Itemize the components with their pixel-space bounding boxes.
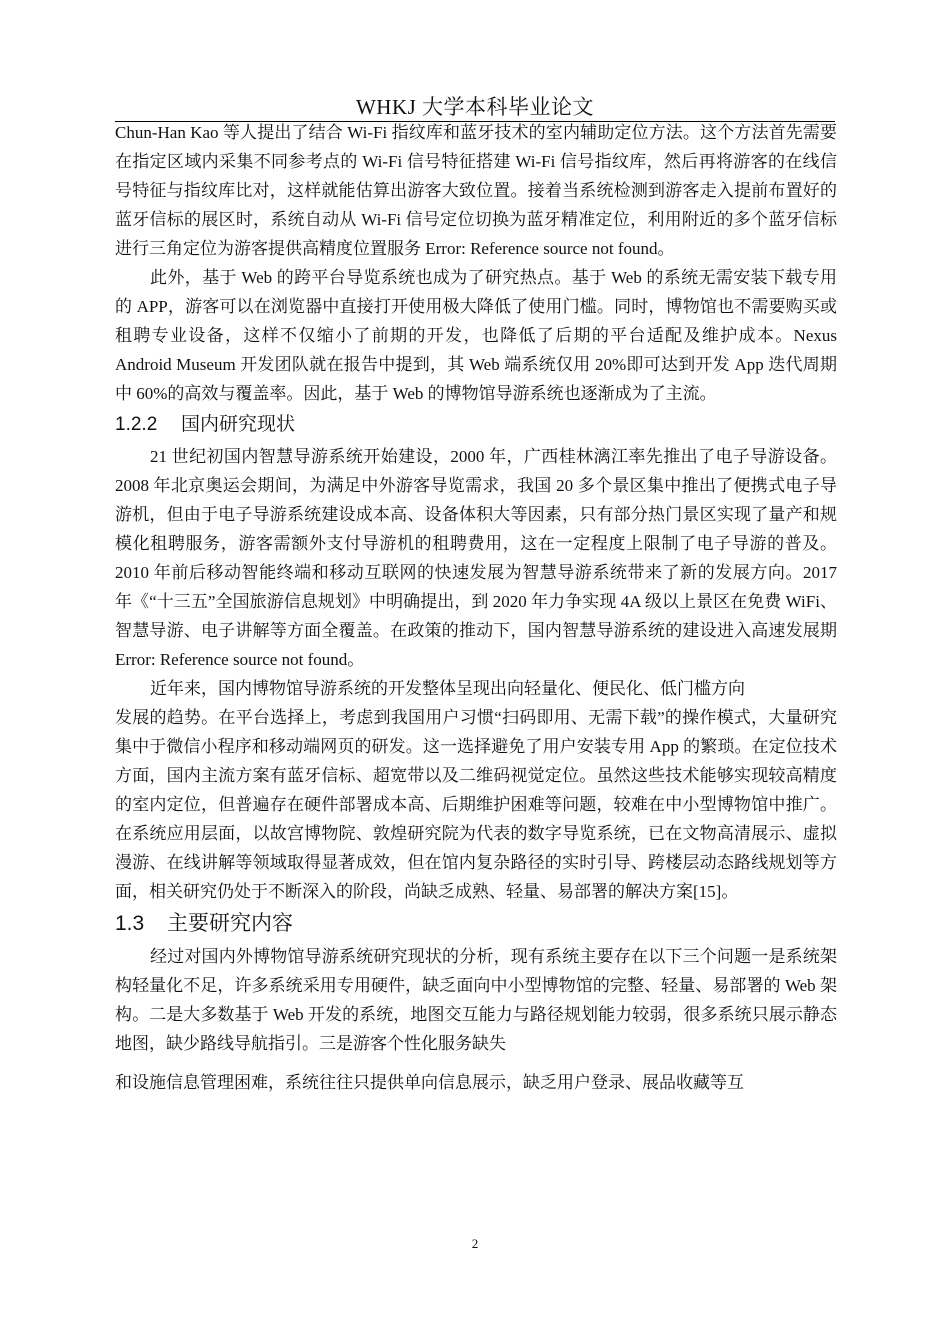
paragraph-recent-trend: 发展的趋势。在平台选择上，考虑到我国用户习惯“扫码即用、无需下载”的操作模式，大量研究集中于微信小程序和移动端网页的研发。这一选择避免了用户安装专用 App 的繁琐。在定位技术方面，国内主流方案有蓝牙信标、超宽带以及二维码视觉定位。虽然这些技术能够实现较高精度的室内定位，但普遍存在硬件部署成本高、后期维护困难等问题，较难在中小型博物馆中推广。在系统应用层面，以故宫博物院、敦煌研究院为代表的数字导览系统，已在文物高清展示、虚拟漫游、在线讲解等领域取得显著成效，但在馆内复杂路径的实时引导、跨楼层动态路线规划等方面，相关研究仍处于不断深入的阶段，尚缺乏成熟、轻量、易部署的解决方案[15]。 [115,708,837,901]
section-title: 主要研究内容 [167,912,293,935]
paragraph-problems: 经过对国内外博物馆导游系统研究现状的分析，现有系统主要存在以下三个问题一是系统架构轻量化不足，许多系统采用专用硬件，缺乏面向中小型博物馆的完整、轻量、易部署的 Web 架构。二是大多数基于 Web 开发的系统，地图交互能力与路径规划能力较弱，很多系统只展示静态地图，缺少路线导航指引。三是游客个性化服务缺失 [115,947,837,1053]
body-text [115,118,837,1097]
page-number: 2 [471,1236,479,1251]
paragraph-web-platform: 此外，基于 Web 的跨平台导览系统也成为了研究热点。基于 Web 的系统无需安装下载专用的 APP，游客可以在浏览器中直接打开使用极大降低了使用门槛。同时，博物馆也不需要购买或租聘专业设备，这样不仅缩小了前期的开发，也降低了后期的平台适配及维护成本。Nexus Android Museum 开发团队就在报告中提到，其 Web 端系统仅用 20%即可达到开发 App 迭代周期中 60%的高效与覆盖率。因此，基于 Web 的博物馆导游系统也逐渐成为了主流。 [115,268,837,403]
section-heading-1-2-2 [115,408,837,442]
section-heading-1-3 [115,906,837,942]
section-number: 1.3 [115,912,145,935]
paragraph-domestic-history: 21 世纪初国内智慧导游系统开始建设，2000 年，广西桂林漓江率先推出了电子导游设备。2008 年北京奥运会期间，为满足中外游客导览需求，我国 20 多个景区集中推出了便携式电子导游机，但由于电子导游系统建设成本高、设备体积大等因素，只有部分热门景区实现了量产和规模化租聘服务，游客需额外支付导游机的租聘费用，这在一定程度上限制了电子导游的普及。2010 年前后移动智能终端和移动互联网的快速发展为智慧导游系统带来了新的发展方向。2017 年《“十三五”全国旅游信息规划》中明确提出，到 2020 年力争实现 4A 级以上景区在免费 WiFi、智慧导游、电子讲解等方面全覆盖。在政策的推动下，国内智慧导游系统的建设进入高速发展期 Error: Reference source not found。 [115,447,837,669]
paragraph-gap [115,1058,837,1068]
section-number: 1.2.2 [115,414,158,435]
running-header: WHKJ 大学本科毕业论文 [355,95,595,119]
section-title: 国内研究现状 [181,414,296,435]
paragraph-wifi-bluetooth: Chun-Han Kao 等人提出了结合 Wi-Fi 指纹库和蓝牙技术的室内辅助定位方法。这个方法首先需要在指定区域内采集不同参考点的 Wi-Fi 信号特征搭建 Wi-Fi 信号指纹库，然后再将游客的在线信号特征与指纹库比对，这样就能估算出游客大致位置。接着当系统检测到游客走入提前布置好的蓝牙信标的展区时，系统自动从 Wi-Fi 信号定位切换为蓝牙精准定位，利用附近的多个蓝牙信标进行三角定位为游客提供高精度位置服务 Error: Reference source not found。 [115,123,837,258]
paragraph-continuation: 和设施信息管理困难，系统往往只提供单向信息展示，缺乏用户登录、展品收藏等互 [115,1073,744,1092]
paragraph-recent-trend-first-line: 近年来，国内博物馆导游系统的开发整体呈现出向轻量化、便民化、低门槛方向 [150,679,745,698]
